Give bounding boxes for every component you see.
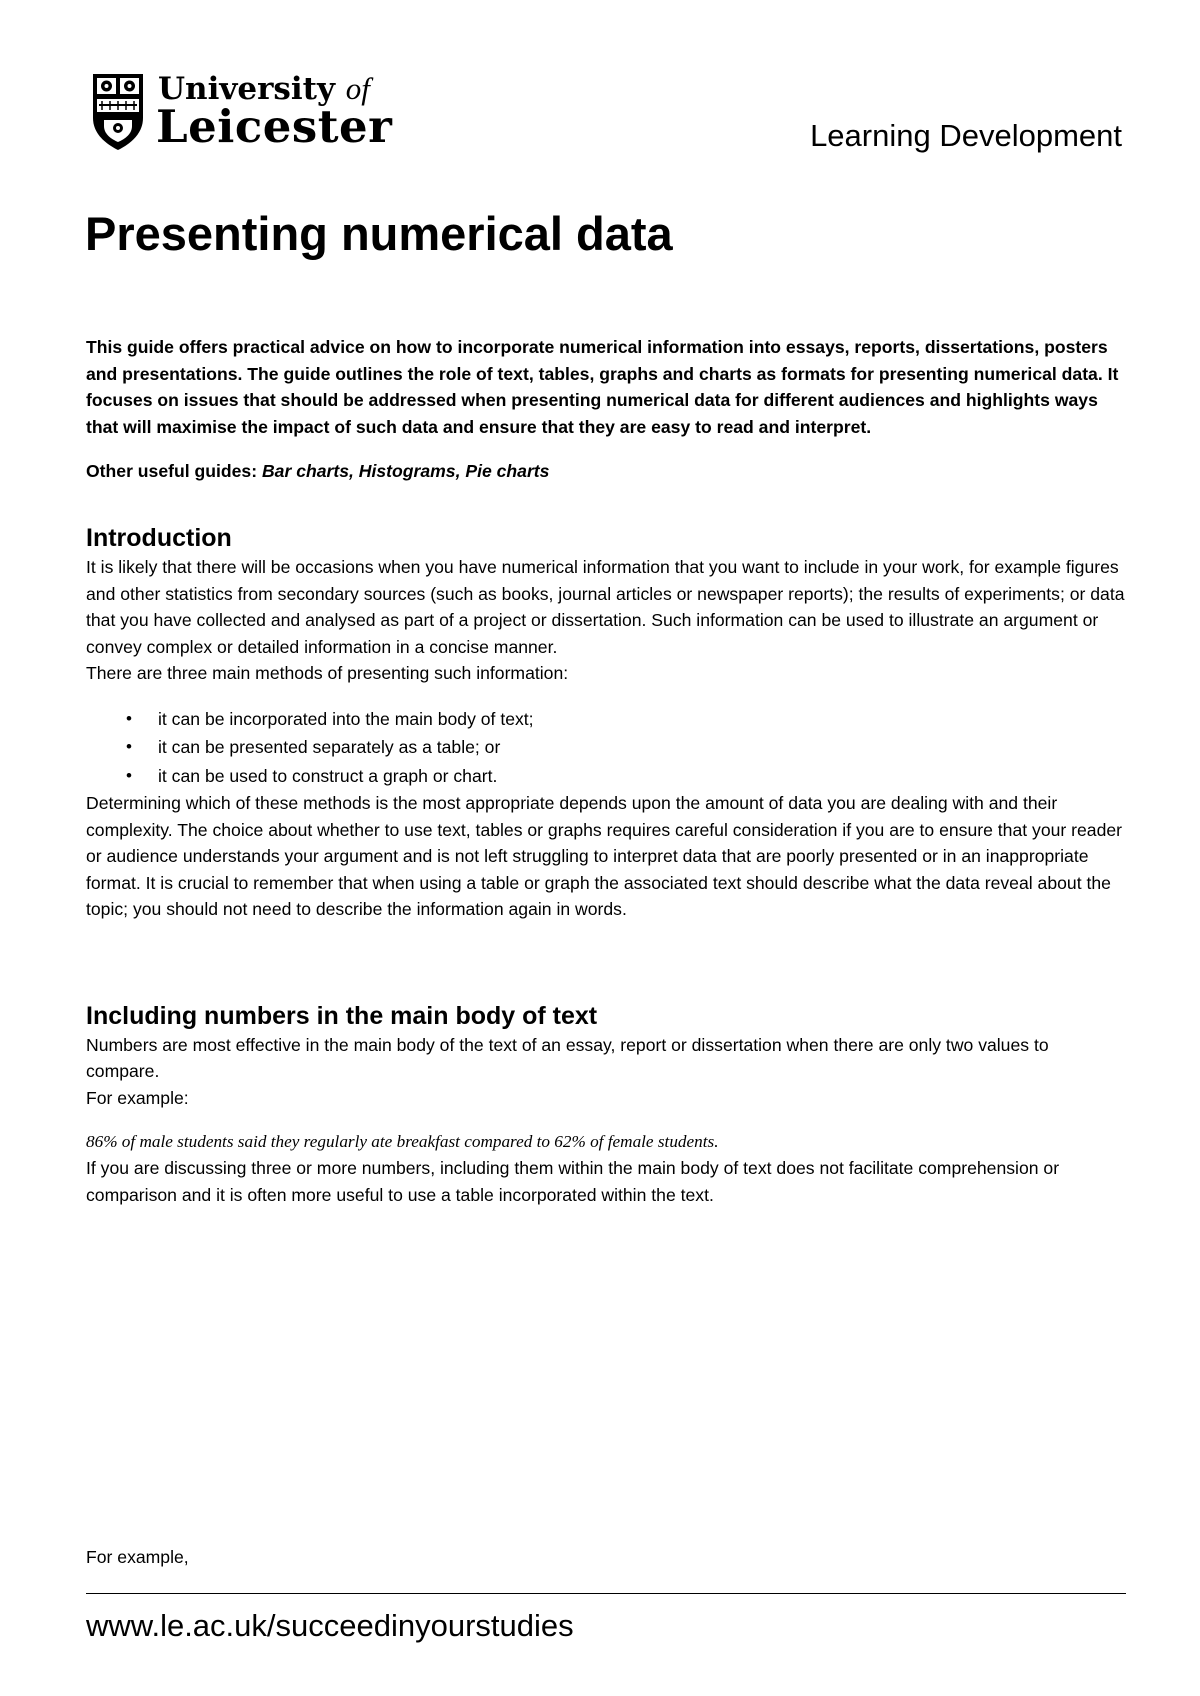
footer-divider <box>86 1593 1126 1594</box>
introduction-paragraph-2: There are three main methods of presenting such information: <box>86 663 569 683</box>
other-guides-label: Other useful guides: <box>86 461 262 481</box>
methods-list <box>86 705 1126 791</box>
for-example-label-2: For example, <box>86 1547 189 1567</box>
including-paragraph-2: If you are discussing three or more numbers, including them within the main body of text does not facilitate comprehension or comparison and it is often more useful to use a table incorporated within the text. <box>86 1158 1060 1205</box>
bullet-icon: • <box>126 765 132 785</box>
for-example-label: For example: <box>86 1087 189 1108</box>
list-item: • it can be used to construct a graph or chart. <box>86 762 1126 791</box>
bullet-icon: • <box>126 708 132 728</box>
including-paragraph-1: Numbers are most effective in the main body of the text of an essay, report or dissertation when there are only two values to compare. <box>86 1034 1049 1081</box>
footer-url-link[interactable]: www.le.ac.uk/succeedinyourstudies <box>86 1608 574 1643</box>
logo-university-text: University of <box>158 71 370 107</box>
department-label: Learning Development <box>810 118 1122 153</box>
introduction-paragraph-3: Determining which of these methods is the most appropriate depends upon the amount of data you are dealing with and their complexity. The choice about whether to use text, tables or graphs requires careful consideration if you are to ensure that your reader or audience understands your argument and is not left struggling to interpret data that are poorly presented or in an inappropriate format. It is crucial to remember that when using a table or graph the associated text should describe what the data reveal about the topic; you should not need to describe the information again in words. <box>86 793 1122 919</box>
other-guides <box>86 458 1126 484</box>
introduction-heading: Introduction <box>86 524 232 552</box>
other-guides-links[interactable]: Bar charts, Histograms, Pie charts <box>261 461 550 481</box>
bullet-icon: • <box>126 737 132 756</box>
list-item: • it can be presented separately as a table; or <box>86 733 1126 762</box>
including-numbers-heading: Including numbers in the main body of text <box>86 1001 598 1030</box>
logo-leicester-text: Leicester <box>156 100 393 153</box>
main-content <box>86 334 1126 1208</box>
university-logo <box>90 72 420 154</box>
introduction-paragraph-1: It is likely that there will be occasions when you have numerical information that you want to include in your work, for example figures and other statistics from secondary sources (such as books, journal articles or newspaper reports); the results of experiments; or data that you have collected and analysed as part of a project or dissertation. Such information can be used to illustrate an argument or convey complex or detailed information in a concise manner. <box>86 557 1125 657</box>
page-title: Presenting numerical data <box>85 207 673 260</box>
abstract-paragraph: This guide offers practical advice on how to incorporate numerical information into essays, reports, dissertations, posters and presentations. The guide outlines the role of text, tables, graphs and charts as formats for presenting numerical data. It focuses on issues that should be addressed when presenting numerical data for different audiences and highlights ways that will maximise the impact of such data and ensure that they are easy to read and interpret. <box>86 337 1119 437</box>
example-sentence: 86% of male students said they regularly ate breakfast compared to 62% of female students. <box>86 1132 719 1151</box>
shield-crest-icon <box>90 72 146 152</box>
list-item: • it can be incorporated into the main body of text; <box>86 705 1126 734</box>
